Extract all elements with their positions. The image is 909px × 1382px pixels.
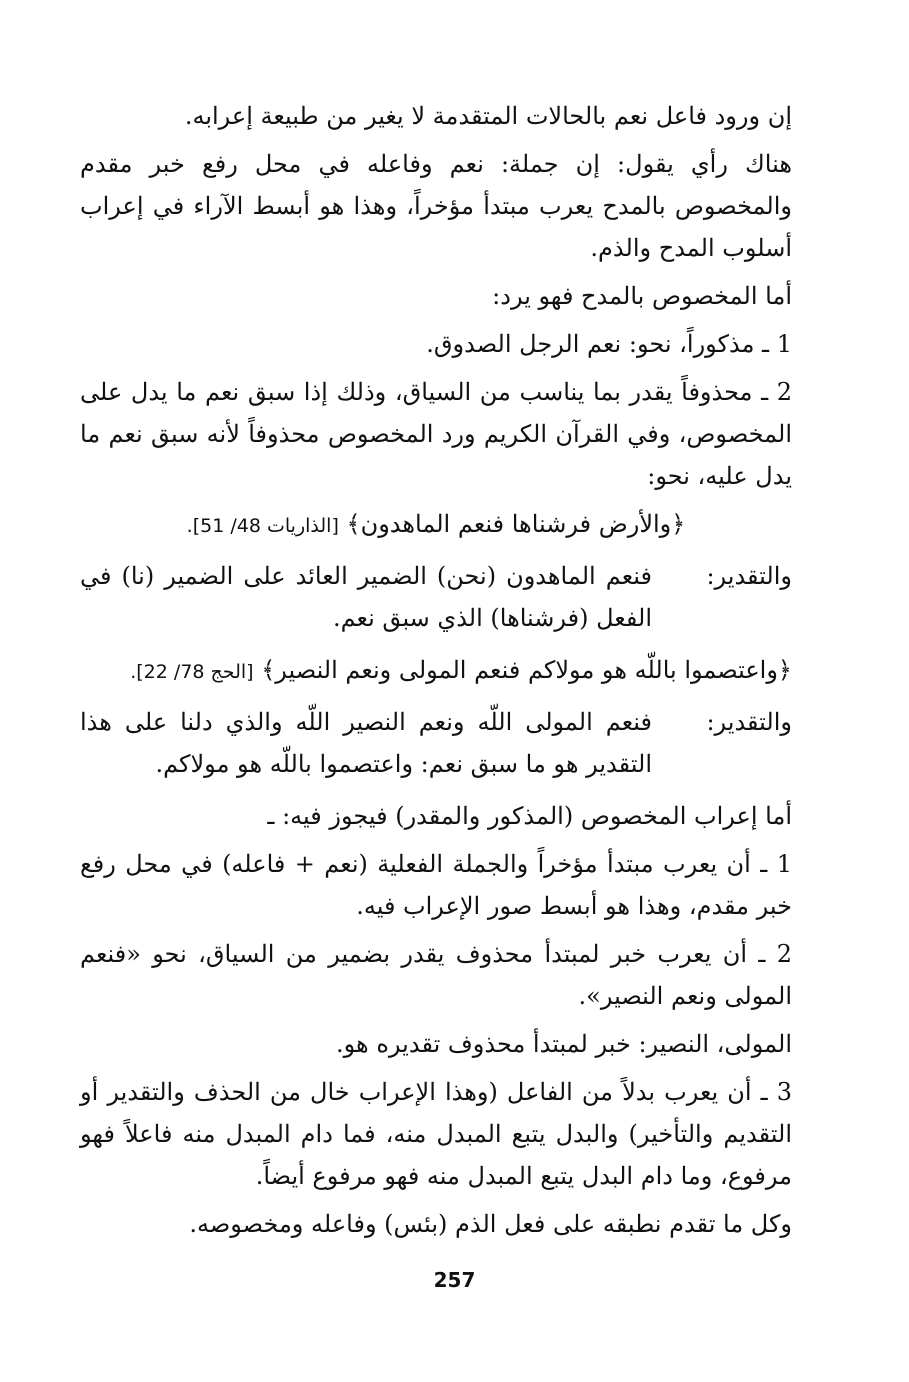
paragraph-9: المولى، النصير: خبر لمبتدأ محذوف تقديره هو. [336,1030,792,1058]
page-number: 257 [433,1268,476,1292]
paragraph-6: أما إعراب المخصوص (المذكور والمقدر) فيجوز فيه: ـ [267,802,792,830]
list-item-2: 2 ـ محذوفاً يقدر بما يناسب من السياق، وذلك إذا سبق نعم ما يدل على المخصوص، وفي القرآن الكريم ورد المخصوص محذوفاً لأنه سبق نعم ما يدل عليه، نحو: [80,378,792,490]
list-item-4: 2 ـ أن يعرب خبر لمبتدأ محذوف يقدر بضمير من السياق، نحو «فنعم المولى ونعم النصير». [80,940,792,1010]
list-item-3: 1 ـ أن يعرب مبتدأ مؤخراً والجملة الفعلية (نعم + فاعله) في محل رفع خبر مقدم، وهذا هو أبسط صور الإعراب فيه. [80,850,792,920]
paragraph-1: إن ورود فاعل نعم بالحالات المتقدمة لا يغير من طبيعة إعرابه. [184,102,792,130]
quote-text: ﴿والأرض فرشناها فنعم الماهدون﴾ [346,510,686,538]
taqdir-text: فنعم الماهدون (نحن) الضمير العائد على الضمير (نا) في الفعل (فرشناها) الذي سبق نعم. [80,562,652,632]
paragraph-2: هناك رأي يقول: إن جملة: نعم وفاعله في محل رفع خبر مقدم والمخصوص بالمدح يعرب مبتدأ مؤخراً، وهذا هو أبسط الآراء في إعراب أسلوب المدح والذم. [80,150,792,262]
taqdir-label: والتقدير: [706,562,792,590]
taqdir-label: والتقدير: [706,708,792,736]
taqdir-text: فنعم المولى اللّه ونعم النصير اللّه والذي دلنا على هذا التقدير هو ما سبق نعم: واعتصموا باللّه هو مولاكم. [80,708,652,778]
quran-quote-1 [80,503,792,547]
paragraph-11: وكل ما تقدم نطبقه على فعل الذم (بئس) وفاعله ومخصوصه. [189,1210,792,1238]
quote-text: ﴿واعتصموا باللّه هو مولاكم فنعم المولى ونعم النصير﴾ [261,656,792,684]
quran-quote-2 [80,649,792,693]
quote-reference: [الذاريات 48/ 51]. [186,515,339,537]
taqdir-block-2 [80,701,792,785]
taqdir-block-1 [80,555,792,639]
list-item-1: 1 ـ مذكوراً، نحو: نعم الرجل الصدوق. [426,330,792,358]
paragraph-3: أما المخصوص بالمدح فهو يرد: [492,282,792,310]
list-item-5: 3 ـ أن يعرب بدلاً من الفاعل (وهذا الإعراب خال من الحذف والتقدير أو التقديم والتأخير) والبدل يتبع المبدل منه، فما دام المبدل منه فاعلاً فهو مرفوع، وما دام البدل يتبع المبدل منه فهو مرفوع أيضاً. [80,1078,792,1190]
page-body [80,95,792,1251]
quote-reference: [الحج 78/ 22]. [130,661,254,683]
